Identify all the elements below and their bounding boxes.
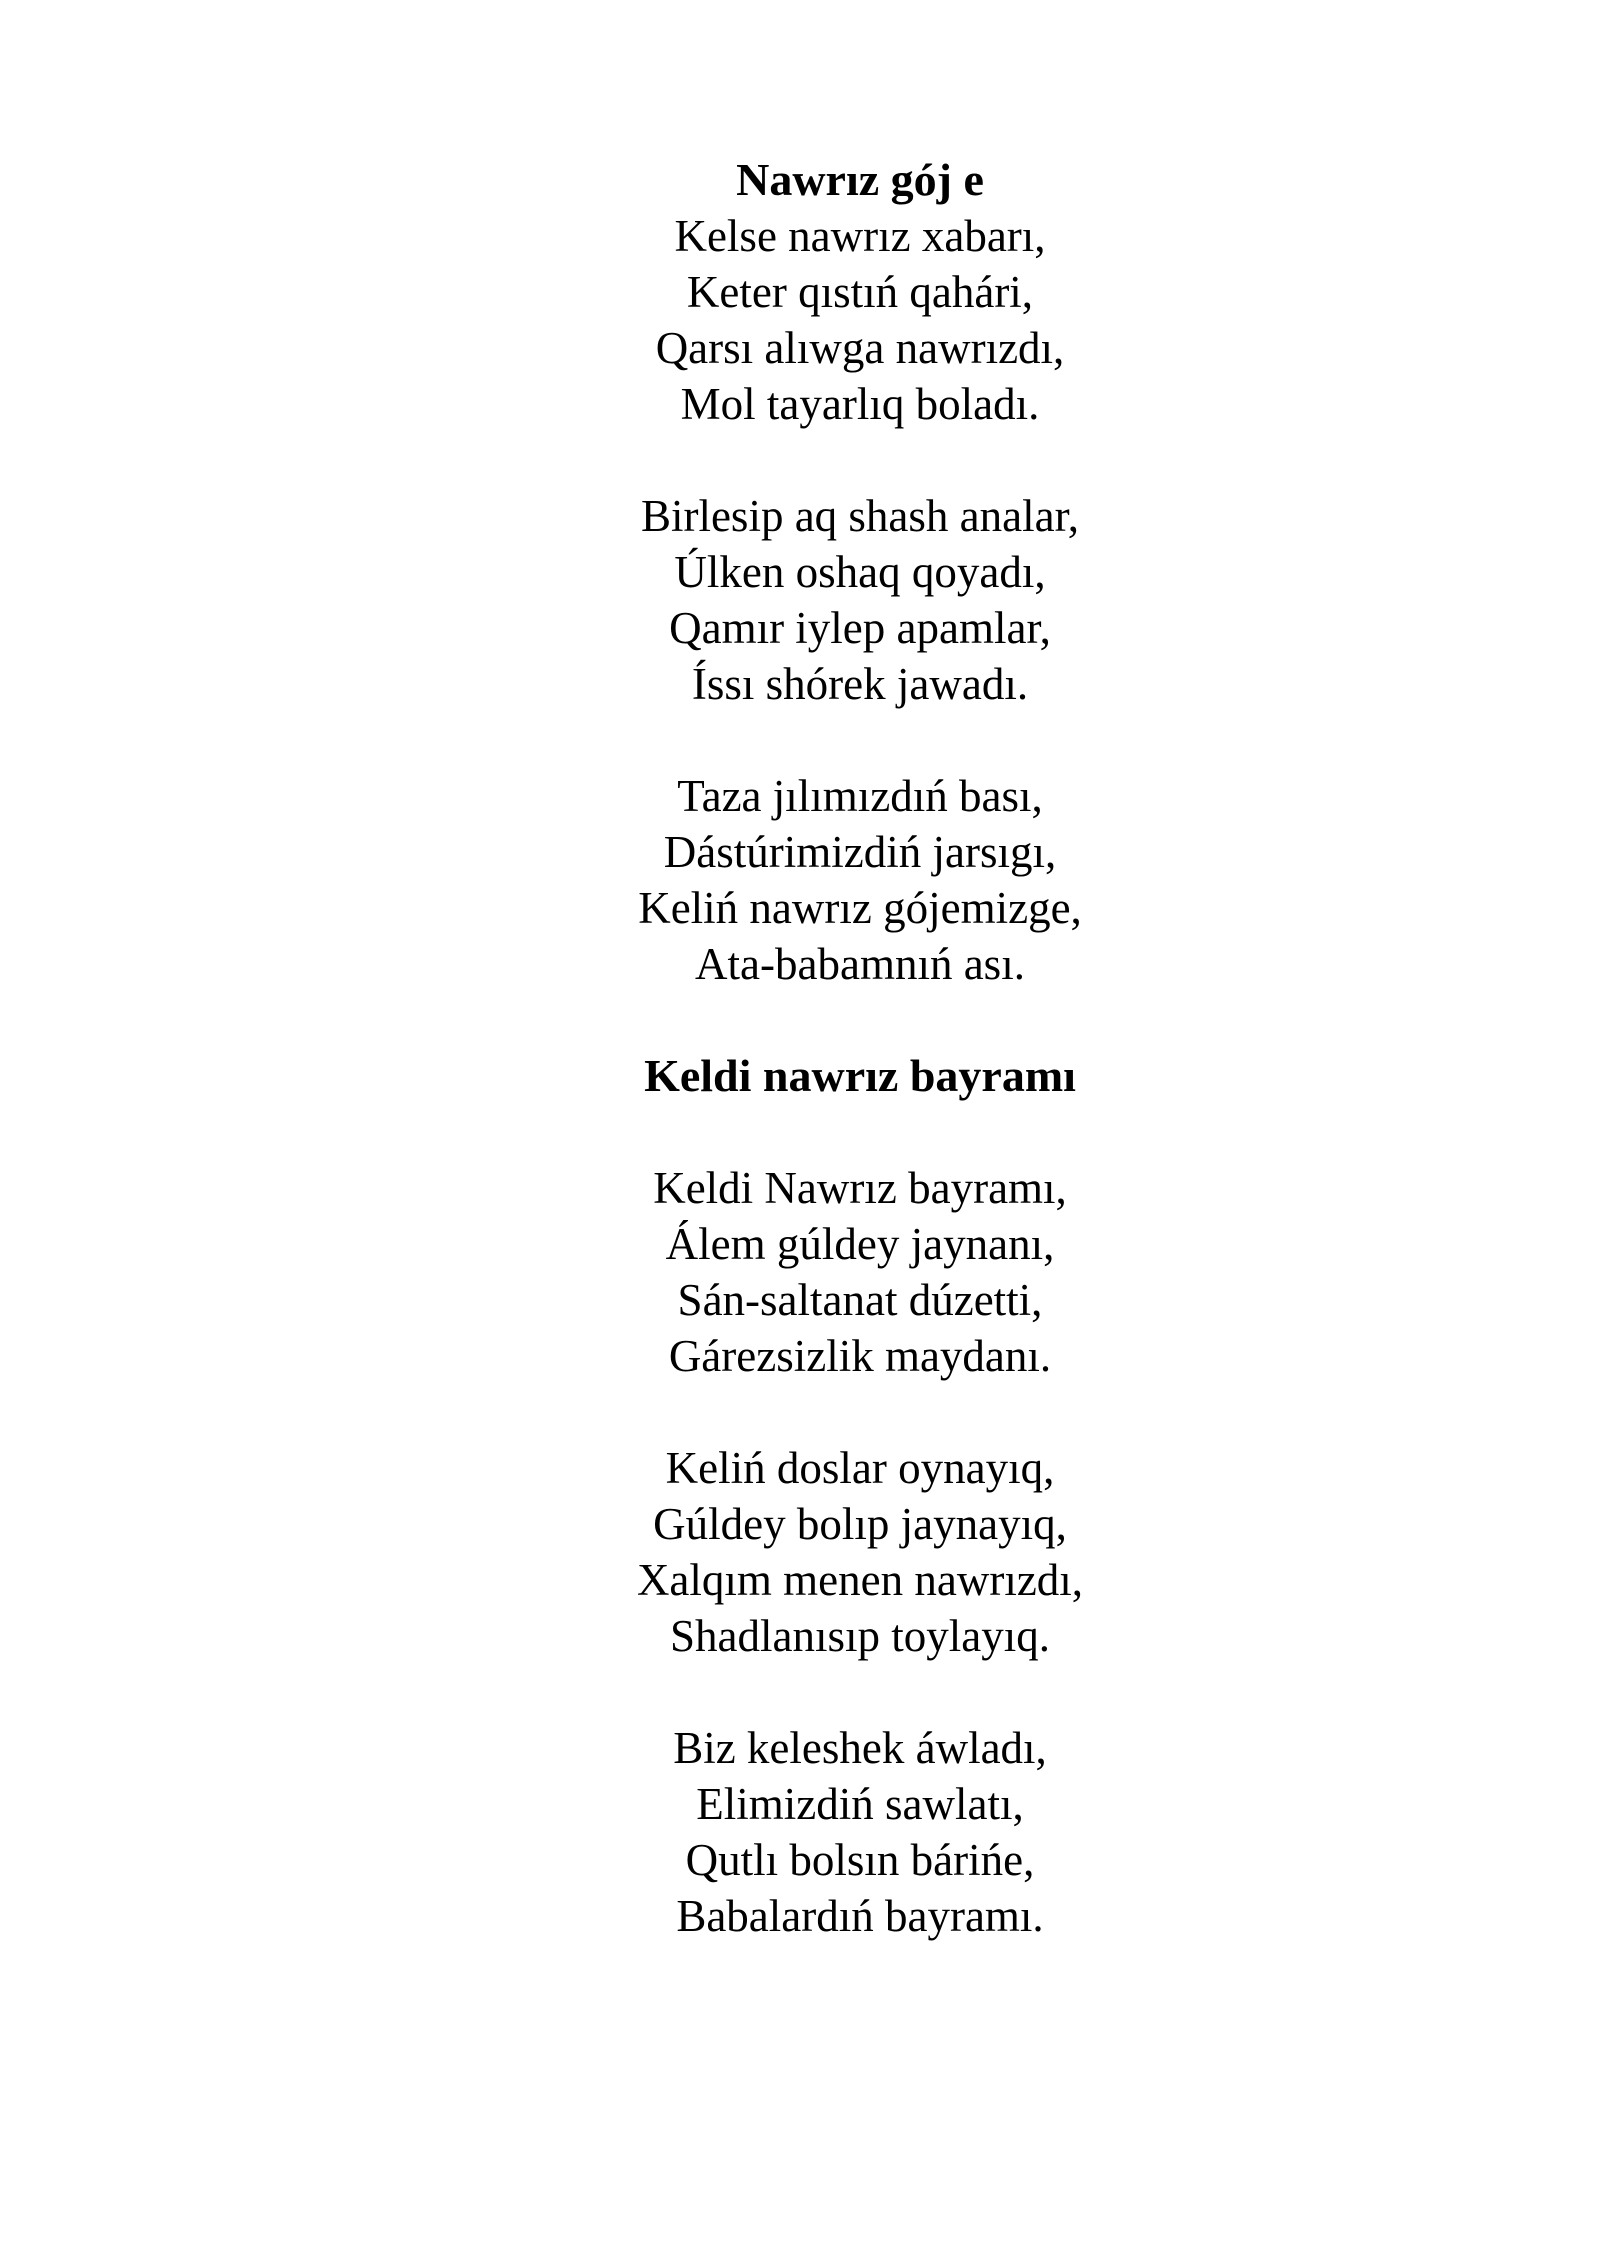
poem-line: Úlken oshaq qoyadı, <box>674 547 1046 597</box>
poem-line: Álem gúldey jaynanı, <box>665 1219 1055 1269</box>
poem-line: Qutlı bolsın bárińe, <box>685 1835 1035 1885</box>
poem-line: Qamır iylep apamlar, <box>669 603 1051 653</box>
poem-line: Babalardıń bayramı. <box>676 1891 1044 1941</box>
poem-line: Shadlanısıp toylayıq. <box>670 1611 1050 1661</box>
poem-line: Kelse nawrız xabarı, <box>674 211 1046 261</box>
poem-line: Gúldey bolıp jaynayıq, <box>653 1499 1067 1549</box>
stanza <box>0 1440 1600 1664</box>
stanza <box>0 1720 1600 1944</box>
poem-line: Keldi Nawrız bayramı, <box>653 1163 1067 1213</box>
poem-title: Keldi nawrız bayramı <box>644 1050 1076 1101</box>
stanza <box>0 208 1600 432</box>
poem-title: Nawrız gój e <box>736 154 984 205</box>
poem-line: Dástúrimizdiń jarsıgı, <box>663 827 1057 877</box>
stanza <box>0 488 1600 712</box>
poem-line: Birlesip aq shash analar, <box>640 491 1080 541</box>
poem-line: Xalqım menen nawrızdı, <box>636 1555 1084 1605</box>
poem-line: Mol tayarlıq boladı. <box>680 379 1040 429</box>
poem-line: Keter qıstıń qahári, <box>686 267 1034 317</box>
stanza <box>0 768 1600 992</box>
poem-line: Biz keleshek áwladı, <box>673 1723 1047 1773</box>
poem-line: Sán-saltanat dúzetti, <box>677 1275 1043 1325</box>
poem-line: Íssı shórek jawadı. <box>691 659 1029 709</box>
poem-line: Elimizdiń sawlatı, <box>696 1779 1024 1829</box>
poem-line: Taza jılımızdıń bası, <box>677 771 1043 821</box>
poem-column <box>0 152 1600 1944</box>
poem-line: Qarsı alıwga nawrızdı, <box>655 323 1065 373</box>
poem-line: Ata-babamnıń ası. <box>695 939 1025 989</box>
poem-line: Gárezsizlik maydanı. <box>668 1331 1052 1381</box>
stanza <box>0 1160 1600 1384</box>
poem-line: Keliń doslar oynayıq, <box>665 1443 1055 1493</box>
poem-line: Keliń nawrız gójemizge, <box>638 883 1082 933</box>
